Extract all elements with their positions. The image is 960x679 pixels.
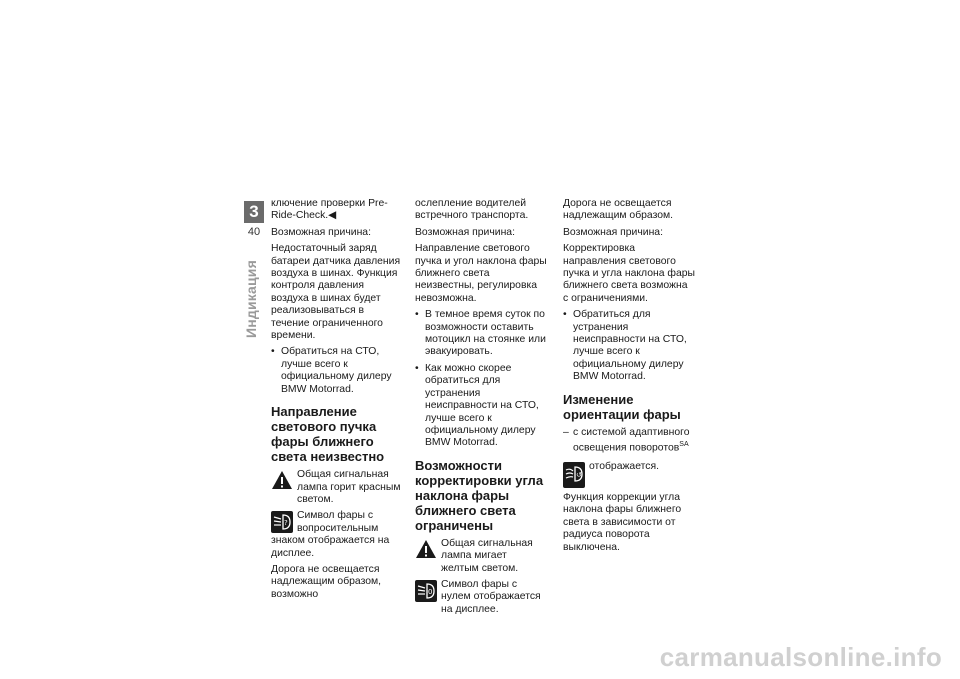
section-heading: Возможности корректировки угла наклона фары ближнего света ограничены <box>415 457 544 533</box>
paragraph: Направление светового пучка и угол наклона фары ближнего света неизвестны, регулировка невозможна. <box>415 243 547 304</box>
headlight-adaptive-icon <box>563 462 585 488</box>
paragraph: Недостаточный заряд батареи датчика давления воздуха в шинах. Функция контроля давления воздуха в шинах будет реализовываться в течение ограниченного времени. <box>271 243 401 342</box>
sa-superscript: SA <box>679 441 689 449</box>
bullet-item: • Обратиться для устранения неисправности на СТО, лучше всего к официальному дилеру BMW Motorrad. <box>563 309 695 383</box>
warning-triangle-icon <box>271 470 293 490</box>
svg-text:?: ? <box>284 519 288 528</box>
indicator-row <box>415 538 547 575</box>
column-1 <box>271 198 403 605</box>
headlight-question-icon <box>271 511 293 533</box>
paragraph: Функция коррекции угла наклона фары ближнего света в зависимости от радиуса поворота выключена. <box>563 491 682 553</box>
indicator-row <box>271 510 403 560</box>
paragraph: Возможная причина: <box>415 226 515 238</box>
paragraph: Возможная причина: <box>563 226 663 238</box>
paragraph: Дорога не освещается надлежащим образом. <box>563 198 674 222</box>
indicator-text: Общая сигнальная лампа горит красным светом. <box>297 469 401 505</box>
indicator-row <box>415 579 547 616</box>
paragraph: ослепление водителей встречного транспорта. <box>415 198 529 222</box>
warning-triangle-icon <box>415 539 437 559</box>
section-heading: Изменение ориентации фары <box>563 391 681 422</box>
indicator-text: Символ фары с вопросительным знаком отображается на дисплее. <box>271 510 390 559</box>
paragraph: Корректировка направления светового пучка и угла наклона фары ближнего света возможна с ограничениями. <box>563 243 695 304</box>
bullet-item: • Как можно скорее обратиться для устранения неисправности на СТО, лучше всего к официальному дилеру BMW Motorrad. <box>415 363 547 450</box>
watermark: carmanualsonline.info <box>659 642 942 672</box>
page-number: 40 <box>247 226 261 238</box>
dash-text: с системой адаптивного освещения поворотов <box>573 426 690 454</box>
column-2 <box>415 198 547 620</box>
svg-text:↺: ↺ <box>576 470 582 479</box>
chapter-number: 3 <box>244 201 264 223</box>
indicator-row <box>563 461 695 488</box>
paragraph: Дорога не освещается надлежащим образом, возможно <box>271 563 382 600</box>
indicator-text: Общая сигнальная лампа мигает желтым светом. <box>441 537 533 574</box>
bullet-item: • В темное время суток по возможности оставить мотоцикл на стоянке или эвакуировать. <box>415 309 547 359</box>
section-title: Индикация <box>243 260 259 338</box>
indicator-text: отображается. <box>589 460 659 472</box>
column-3 <box>563 198 695 558</box>
headlight-zero-icon <box>415 580 437 602</box>
paragraph: ключение проверки Pre-Ride-Check.◀ <box>271 198 388 222</box>
section-heading: Направление светового пучка фары ближнего света неизвестно <box>271 404 385 465</box>
bullet-item: • Обратиться на СТО, лучше всего к официальному дилеру BMW Motorrad. <box>271 346 403 396</box>
paragraph: Возможная причина: <box>271 226 371 238</box>
svg-text:0: 0 <box>428 587 433 596</box>
indicator-text: Символ фары с нулем отображается на дисплее. <box>441 578 541 615</box>
dash-item <box>563 427 695 455</box>
indicator-row <box>271 469 403 506</box>
